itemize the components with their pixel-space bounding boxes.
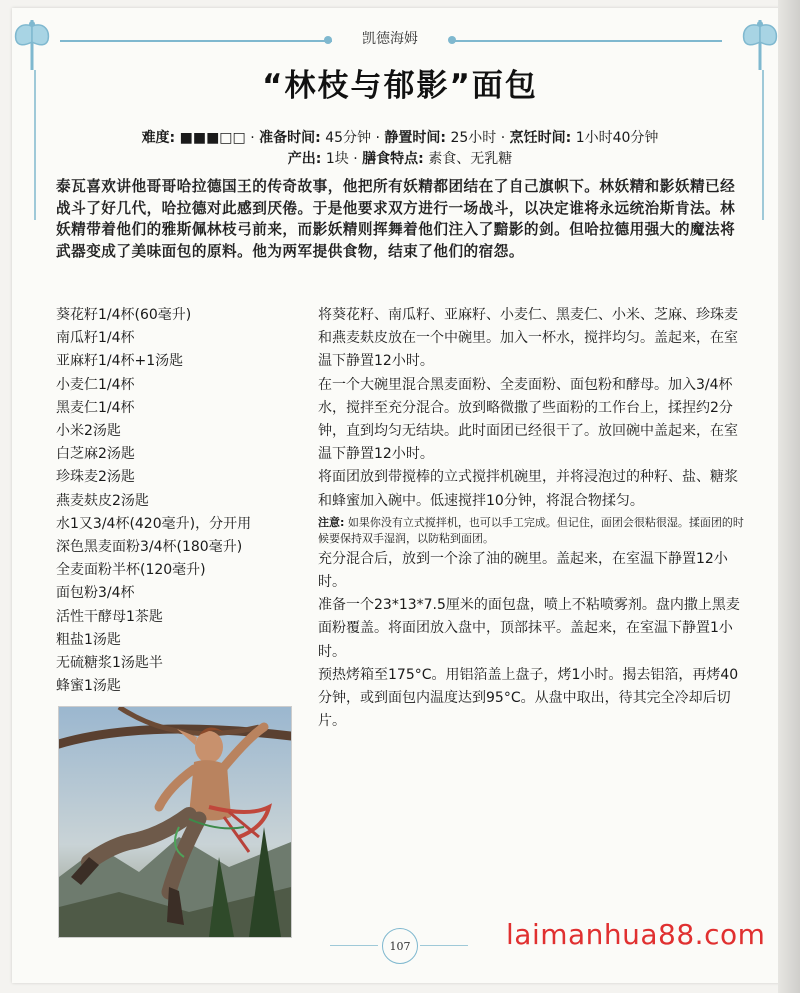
header-rule-left: [60, 40, 332, 42]
recipe-title: “林枝与郁影”面包: [262, 68, 538, 104]
yield-label: 产出:: [287, 151, 322, 167]
elf-illustration: [58, 706, 292, 938]
prep-time-value: 45分钟: [325, 130, 372, 146]
ingredient-item: 葵花籽1/4杯(60毫升): [56, 307, 192, 323]
ingredient-item: 蜂蜜1汤匙: [56, 678, 121, 695]
elf-illustration-art: [59, 707, 291, 937]
yield-value: 1块: [325, 151, 349, 167]
ingredient-item: 燕麦麸皮2汤匙: [56, 492, 149, 509]
ingredient-item: 粗盐1汤匙: [56, 631, 121, 648]
meta-separator: ·: [500, 130, 506, 146]
footer-rule-right: [420, 945, 468, 946]
prep-time-label: 准备时间:: [259, 130, 321, 146]
ingredient-item: 活性干酵母1茶匙: [56, 608, 163, 625]
header-rule-right: [450, 40, 722, 42]
intro-paragraph: 泰瓦喜欢讲他哥哥哈拉德国王的传奇故事，他把所有妖精都团结在了自己旗帜下。林妖精和影妖精已经战斗了好几代，哈拉德对此感到厌倦。于是他要求双方进行一场战斗，以决定谁将永远统治斯肯法。林妖精带着他们的雅斯佩林枝弓前来，而影妖精则挥舞着他们注入了黯影的剑。但哈拉德用强大的魔法将武器变成了美味面包的原料。他为两军提供食物，结束了他们的宿怨。: [56, 178, 736, 260]
step-3: 将面团放到带搅棒的立式搅拌机碗里，并将浸泡过的种籽、盐、糖浆和蜂蜜加入碗中。低速搅拌10分钟，将混合物揉匀。: [318, 469, 738, 509]
step-2: 在一个大碗里混合黑麦面粉、全麦面粉、面包粉和酵母。加入3/4杯水，搅拌至充分混合。放到略微撒了些面粉的工作台上，揉捏约2分钟，直到均匀无结块。此时面团已经很干了。放回碗中盖起来，在室温下静置12小时。: [318, 376, 738, 463]
note-text: 如果你没有立式搅拌机，也可以手工完成。但记住，面团会很粘很湿。揉面团的时候要保持双手湿润，以防粘到面团。: [318, 515, 744, 545]
ingredient-item: 水1又3/4杯(420毫升)，分开用: [56, 515, 252, 532]
rest-time-label: 静置时间:: [384, 130, 446, 146]
ingredient-item: 黑麦仁1/4杯: [56, 399, 135, 416]
step-5: 准备一个23*13*7.5厘米的面包盘，喷上不粘喷雾剂。盘内撒上黑麦面粉覆盖。将面团放入盘中，顶部抹平。盖起来，在室温下静置1小时。: [318, 597, 740, 660]
step-1: 将葵花籽、南瓜籽、亚麻籽、小麦仁、黑麦仁、小米、芝麻、珍珠麦和燕麦麸皮放在一个中碗里。加入一杯水，搅拌均匀。盖起来，在室温下静置12小时。: [318, 307, 738, 370]
ingredient-item: 无硫糖浆1汤匙半: [56, 655, 163, 672]
difficulty-label: 难度:: [141, 130, 176, 146]
note-label: 注意:: [318, 515, 345, 529]
mixer-note: [318, 515, 746, 547]
meta-separator: ·: [250, 130, 255, 146]
page-number-text: 107: [389, 939, 411, 953]
cook-time-value: 1小时40分钟: [575, 130, 659, 146]
site-watermark: laimanhua88.com: [506, 918, 766, 951]
recipe-meta-line-1: [0, 127, 800, 147]
step-6: 预热烤箱至175°C。用铝箔盖上盘子，烤1小时。揭去铝箔，再烤40分钟，或到面包内温度达到95°C。从盘中取出，待其完全冷却后切片。: [318, 666, 739, 730]
ingredient-list: [56, 304, 306, 698]
ingredient-item: 白芝麻2汤匙: [56, 446, 135, 463]
ingredient-item: 全麦面粉半杯(120毫升): [56, 562, 206, 579]
page-number: [382, 928, 418, 964]
meta-separator: ·: [375, 130, 380, 146]
ingredient-item: 南瓜籽1/4杯: [56, 330, 135, 347]
cook-time-label: 烹饪时间:: [509, 130, 572, 146]
chapter-title: 凯德海姆: [362, 31, 418, 47]
difficulty-value: ■■■□□: [179, 130, 246, 146]
ingredient-item: 面包粉3/4杯: [56, 585, 135, 602]
footer-rule-left: [330, 945, 378, 946]
ingredient-item: 小麦仁1/4杯: [56, 376, 135, 393]
meta-separator: ·: [353, 151, 358, 167]
diet-label: 膳食特点:: [362, 151, 424, 167]
recipe-steps: [318, 304, 746, 733]
ingredient-item: 小米2汤匙: [56, 423, 121, 440]
rest-time-value: 25小时: [450, 130, 497, 146]
step-4: 充分混合后，放到一个涂了油的碗里。盖起来，在室温下静置12小时。: [318, 550, 728, 591]
ingredient-item: 深色黑麦面粉3/4杯(180毫升): [56, 539, 243, 556]
diet-value: 素食、无乳糖: [428, 151, 513, 167]
ingredient-item: 亚麻籽1/4杯+1汤匙: [56, 353, 184, 370]
ingredient-item: 珍珠麦2汤匙: [56, 469, 135, 486]
recipe-meta-line-2: [0, 148, 800, 168]
